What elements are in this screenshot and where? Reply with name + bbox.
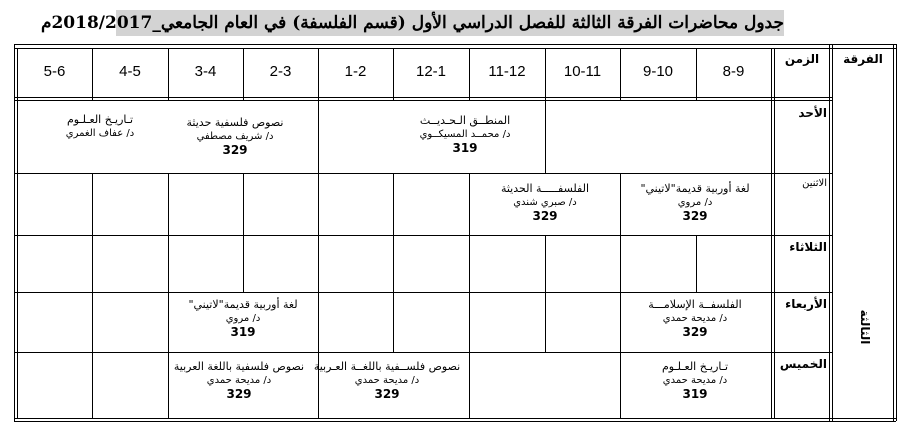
day-label-thursday: الخميس xyxy=(779,357,827,371)
slot-header: 8-9 xyxy=(722,63,745,80)
slot-header: 11-12 xyxy=(488,63,526,80)
page-title: جدول محاضرات الفرقة الثالثة للفصل الدراسي الأول (قسم الفلسفة) في العام الجامعي_2018/2017م xyxy=(116,10,784,36)
slot-header: 1-2 xyxy=(344,63,367,80)
day-label-wednesday: الأربعاء xyxy=(785,297,827,311)
group-name: الثالثة xyxy=(858,309,872,345)
lecture-thursday-arabic-texts: نصوص فلسفية باللغة العربية د/ مديحة حمدي 329 xyxy=(173,360,305,401)
lecture-wednesday-islamic-philosophy: الفلسفــة الإسلامـــة د/ مديحة حمدي 329 xyxy=(648,298,742,339)
lecture-sunday-modern-logic: المنطــق الـحـديــث د/ محمــد المسيكــوي 319 xyxy=(419,114,511,155)
lecture-thursday-history: تـاريـخ العـلـوم د/ مديحة حمدي 319 xyxy=(661,360,729,401)
slot-header: 5-6 xyxy=(43,63,66,80)
lecture-thursday-arabic-texts-2: نصوص فلســفية باللغــة العـربية د/ مديحة حمدي 329 xyxy=(313,360,461,401)
time-header: الزمن xyxy=(784,52,820,66)
lecture-sunday-history: تـاريـخ العـلـوم د/ عفاف الغمري xyxy=(65,113,135,139)
slot-header: 4-5 xyxy=(119,63,141,80)
slot-header: 2-3 xyxy=(269,63,292,80)
slot-header: 10-11 xyxy=(563,63,602,80)
group-header: الفرقة xyxy=(843,52,883,66)
lecture-monday-latin: لغة أوربية قديمة"لاتيني" د/ مروي 329 xyxy=(640,182,750,223)
slot-header: 3-4 xyxy=(194,63,217,80)
slot-header: 9-10 xyxy=(642,63,674,80)
lecture-sunday-modern-texts: نصوص فلسفية حديثة د/ شريف مصطفي 329 xyxy=(186,116,284,157)
day-label-monday: الاثنين xyxy=(802,178,827,189)
slot-header: 12-1 xyxy=(415,63,447,80)
lecture-monday-modern-philosophy: الفلسفـــــة الحديثة د/ صبري شندي 329 xyxy=(500,182,590,223)
lecture-wednesday-latin: لغة أوربية قديمة"لاتيني" د/ مروي 319 xyxy=(188,298,298,339)
day-label-tuesday: الثلاثاء xyxy=(789,240,827,254)
day-label-sunday: الأحد xyxy=(798,106,827,120)
